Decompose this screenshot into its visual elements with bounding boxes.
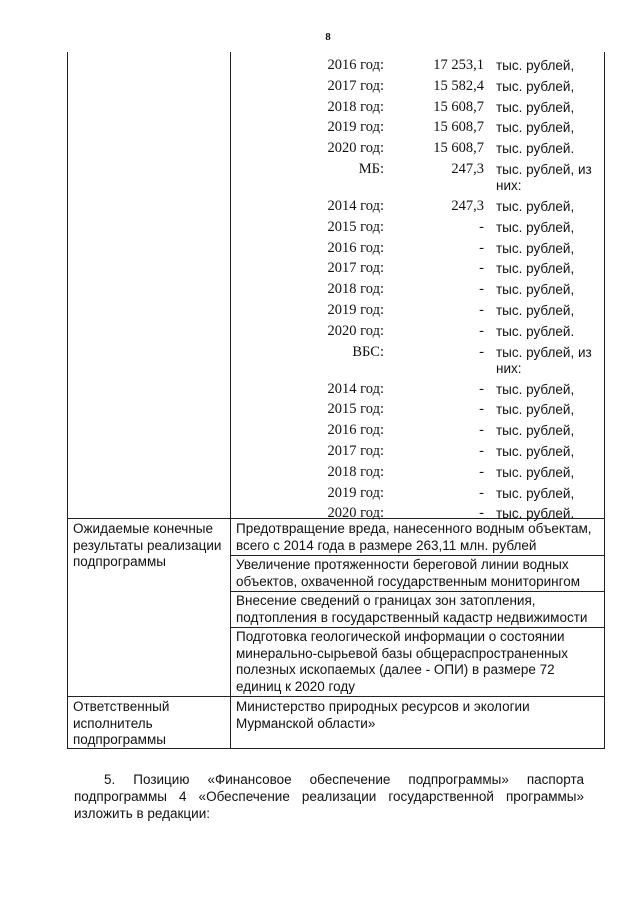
funding-row bbox=[236, 441, 606, 462]
funding-row bbox=[236, 420, 606, 441]
funding-row bbox=[236, 399, 606, 420]
funding-row-value: 247,3 bbox=[451, 161, 484, 177]
funding-row-label: 2014 год: bbox=[327, 198, 384, 214]
funding-row-value: - bbox=[479, 260, 484, 277]
funding-row-unit: тыс. рублей. bbox=[496, 141, 575, 157]
result-item-1: Предотвращение вреда, нанесенного водным объектам, всего с 2014 года в размере 263,11 млн. рублей bbox=[236, 521, 592, 553]
funding-row-value: 15 608,7 bbox=[433, 98, 484, 115]
funding-row-unit: тыс. рублей, bbox=[496, 199, 575, 214]
table-column-divider bbox=[230, 52, 231, 749]
funding-row-value: - bbox=[479, 422, 484, 439]
funding-row-label: 2017 год: bbox=[327, 77, 384, 94]
funding-row bbox=[236, 117, 606, 138]
row-divider-result-3 bbox=[230, 627, 605, 628]
funding-row-value: - bbox=[479, 343, 484, 360]
funding-row-unit: тыс. рублей, bbox=[496, 78, 575, 94]
funding-row bbox=[236, 300, 606, 321]
funding-row-unit: тыс. рублей. bbox=[496, 506, 575, 522]
funding-row bbox=[236, 217, 606, 238]
funding-row-value: - bbox=[479, 239, 484, 256]
funding-row-value: - bbox=[479, 401, 484, 418]
funding-row-value: - bbox=[479, 281, 484, 298]
funding-row-label: 2019 год: bbox=[327, 484, 384, 501]
funding-row-unit: тыс. рублей, из них: bbox=[496, 162, 592, 193]
funding-row-value: - bbox=[479, 463, 484, 480]
funding-row-unit: тыс. рублей, bbox=[496, 219, 575, 235]
funding-row-label: 2016 год: bbox=[327, 422, 384, 439]
funding-row-value: - bbox=[479, 322, 484, 339]
funding-row-label: 2020 год: bbox=[327, 505, 384, 522]
funding-row-label: 2017 год: bbox=[327, 443, 384, 459]
funding-row bbox=[236, 379, 606, 400]
funding-row-value: 15 608,7 bbox=[433, 119, 484, 136]
funding-row-value: 15 608,7 bbox=[433, 140, 484, 157]
funding-row bbox=[236, 97, 606, 118]
result-item-4: Подготовка геологической информации о состоянии минерально-сырьевой базы общераспространенных полезных ископаемых (далее - ОПИ) в размере 72 единиц к 2020 году bbox=[236, 629, 568, 694]
paragraph-text: 5. Позицию «Финансовое обеспечение подпрограммы» паспорта подпрограммы 4 «Обеспечение реализации государственной программы» изложить в редакции: bbox=[74, 772, 584, 821]
funding-row bbox=[236, 138, 606, 159]
funding-row-label: 2019 год: bbox=[327, 119, 384, 136]
funding-row-unit: тыс. рублей, bbox=[496, 402, 575, 418]
funding-row-label: 2020 год: bbox=[327, 140, 384, 157]
funding-row-value: 247,3 bbox=[451, 198, 484, 214]
results-label: Ожидаемые конечные результаты реализации подпрограммы bbox=[73, 521, 222, 569]
funding-row-unit: тыс. рублей, bbox=[496, 261, 575, 277]
funding-row bbox=[236, 321, 606, 342]
result-item-3: Внесение сведений о границах зон затопления, подтопления в государственный кадастр недвижимости bbox=[236, 593, 588, 625]
funding-row-label: 2020 год: bbox=[327, 322, 384, 339]
funding-row-unit: тыс. рублей, bbox=[496, 381, 575, 397]
funding-row-unit: тыс. рублей, bbox=[496, 240, 575, 256]
funding-row-label: 2017 год: bbox=[327, 260, 384, 277]
funding-row bbox=[236, 342, 606, 376]
funding-row bbox=[236, 483, 606, 504]
funding-row-label: ВБС: bbox=[352, 343, 384, 360]
funding-row-label: 2016 год: bbox=[327, 57, 384, 73]
funding-row-value: 17 253,1 bbox=[433, 57, 484, 73]
funding-row-label: 2018 год: bbox=[327, 281, 384, 298]
funding-row-label: 2018 год: bbox=[327, 98, 384, 115]
paragraph-5 bbox=[74, 771, 584, 822]
funding-row-unit: тыс. рублей, bbox=[496, 485, 575, 501]
page-number: 8 bbox=[325, 31, 331, 43]
funding-row-unit: тыс. рублей, bbox=[496, 423, 575, 439]
funding-row-label: 2018 год: bbox=[327, 463, 384, 480]
funding-row-label: 2019 год: bbox=[327, 302, 384, 318]
funding-row-unit: тыс. рублей, bbox=[496, 99, 575, 115]
funding-row-value: - bbox=[479, 380, 484, 397]
result-item-2: Увеличение протяженности береговой линии водных объектов, охваченной государственным мониторингом bbox=[236, 557, 581, 589]
funding-row-label: МБ: bbox=[358, 161, 384, 177]
funding-row-value: - bbox=[479, 505, 484, 522]
funding-row bbox=[236, 462, 606, 483]
funding-row-label: 2015 год: bbox=[327, 218, 384, 235]
funding-row-unit: тыс. рублей, bbox=[496, 444, 575, 459]
funding-row-label: 2016 год: bbox=[327, 239, 384, 256]
funding-row bbox=[236, 159, 606, 193]
funding-row bbox=[236, 196, 606, 217]
row-divider-results bbox=[67, 696, 605, 697]
funding-row-unit: тыс. рублей, из них: bbox=[496, 344, 592, 376]
funding-row-value: 15 582,4 bbox=[433, 77, 484, 94]
funding-row-value: - bbox=[479, 218, 484, 235]
funding-row-unit: тыс. рублей, bbox=[496, 58, 575, 73]
funding-row-unit: тыс. рублей, bbox=[496, 282, 575, 298]
funding-row-value: - bbox=[479, 484, 484, 501]
funding-row bbox=[236, 279, 606, 300]
table-left-border bbox=[67, 52, 68, 749]
funding-row-label: 2015 год: bbox=[327, 401, 384, 418]
funding-row bbox=[236, 258, 606, 279]
funding-row bbox=[236, 238, 606, 259]
funding-row-unit: тыс. рублей, bbox=[496, 303, 575, 318]
row-divider-result-1 bbox=[230, 555, 605, 556]
funding-row bbox=[236, 76, 606, 97]
executor-label: Ответственный исполнитель подпрограммы bbox=[73, 699, 170, 747]
executor-value: Министерство природных ресурсов и экологии Мурманской области» bbox=[236, 699, 530, 731]
funding-row-label: 2014 год: bbox=[327, 380, 384, 397]
row-divider-result-2 bbox=[230, 591, 605, 592]
funding-row bbox=[236, 55, 606, 76]
funding-row-value: - bbox=[479, 443, 484, 459]
funding-row-value: - bbox=[479, 302, 484, 318]
funding-row-unit: тыс. рублей. bbox=[496, 323, 575, 339]
funding-row-unit: тыс. рублей, bbox=[496, 120, 575, 136]
funding-row-unit: тыс. рублей, bbox=[496, 464, 575, 480]
